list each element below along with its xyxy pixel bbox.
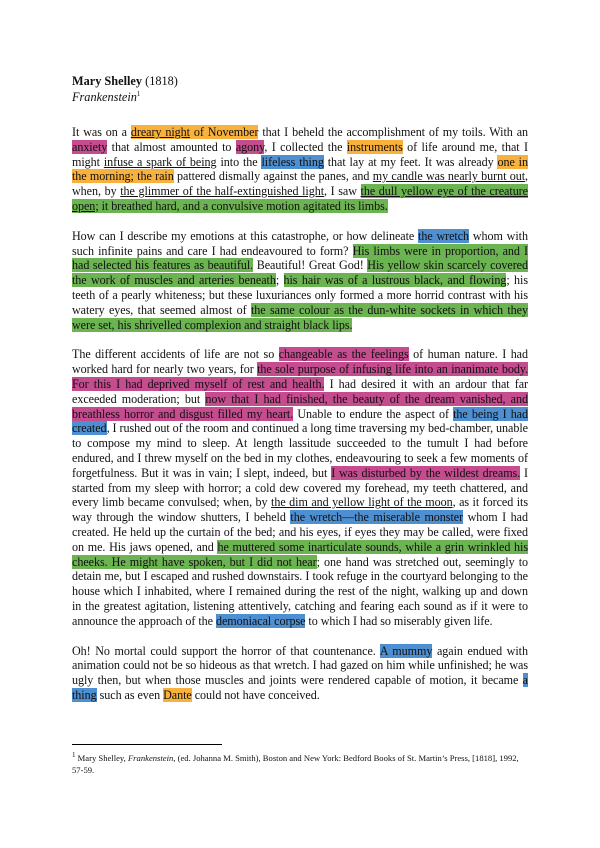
- work-title: Frankenstein: [72, 90, 137, 104]
- highlighted-phrase: I was disturbed by the wildest dreams.: [331, 465, 521, 480]
- document-header: [72, 73, 532, 105]
- text-run: The different accidents of life are not so: [72, 347, 279, 362]
- highlighted-phrase: of November: [190, 125, 259, 139]
- text-run: I had desired it with an ardour that far exceeded moderation; but: [72, 376, 528, 406]
- text-run: into the: [216, 154, 262, 169]
- highlighted-phrase: he muttered some inarticulate sounds, while a grin wrinkled his cheeks. He might have spoken, but I did not hear: [72, 539, 529, 569]
- paragraph: [72, 347, 528, 628]
- text-run: , as it forced its way through the window shutters, I beheld: [72, 495, 529, 525]
- footnote: [72, 752, 528, 776]
- highlighted-phrase: the sole purpose of infusing life into an inanimate body. For this I had deprived myself of rest and health.: [72, 362, 529, 391]
- highlighted-phrase: agony: [235, 139, 265, 154]
- highlighted-phrase: the wretch—the miserable monster: [290, 510, 464, 525]
- text-run: How can I describe my emotions at this catastrophe, or how delineate: [72, 228, 419, 243]
- highlighted-phrase: A mummy: [379, 643, 433, 658]
- underlined-phrase: the dim and yellow light of the moon: [271, 495, 453, 510]
- highlighted-phrase: the same colour as the dun-white sockets in which they were set, his shrivelled complexion and straight black lips.: [72, 302, 528, 332]
- underlined-phrase: infuse a spark of being: [103, 154, 217, 169]
- publication-year: (1818): [145, 74, 178, 88]
- text-run: again endued with animation could not be so hideous as that wretch. I had gazed on him while unfinished; he was ugly then, but when those muscles and joints were rendered capable of motion, it became: [72, 643, 528, 688]
- footnote-reference: 1: [136, 89, 141, 98]
- underlined-phrase: the glimmer of the half-extinguished light: [120, 184, 324, 199]
- text-run: , when, by: [72, 169, 528, 199]
- work-title-line: [72, 89, 532, 105]
- footnote-author: Mary Shelley,: [77, 753, 128, 763]
- text-run: of life around me, that I might: [72, 139, 528, 169]
- text-run: , I saw: [324, 184, 361, 199]
- text-run: pattered dismally against the panes, and: [173, 169, 373, 184]
- highlighted-phrase: his hair was of a lustrous black, and flowing: [283, 273, 507, 288]
- highlighted-phrase: His yellow skin scarcely covered the work of muscles and arteries beneath: [72, 258, 528, 288]
- highlighted-phrase: now that I had finished, the beauty of the dream vanished, and breathless horror and disgust filled my heart.: [72, 391, 528, 421]
- text-run: , I rushed out of the room and continued a long time traversing my bed-chamber, unable to compose my mind to sleep. At length lassitude succeeded to the tumult I had before endured, and I threw myself on the bed in my clothes, endeavouring to seek a few moments of forgetfulness. But it was in vain; I slept, indeed, but: [72, 421, 528, 480]
- highlighted-phrase: ; it breathed hard, and a convulsive motion agitated its limbs.: [95, 198, 388, 213]
- text-run: that lay at my feet. It was already: [323, 154, 498, 169]
- text-run: of human nature. I had worked hard for nearly two years, for: [72, 347, 529, 377]
- text-run: such as even: [96, 687, 164, 702]
- text-run: ;: [275, 273, 284, 288]
- highlighted-phrase: Dante: [163, 687, 192, 702]
- footnote-citation: , (ed. Johanna M. Smith), Boston and New York: Bedford Books of St. Martin’s Press, [1818], 1992, 57-59.: [72, 753, 519, 775]
- highlighted-phrase: the wretch: [418, 228, 470, 243]
- footnote-number: 1: [72, 751, 76, 760]
- highlighted-phrase: dreary night: [130, 125, 190, 139]
- text-run: whom with such infinite pains and care I had endeavoured to form?: [72, 228, 528, 258]
- highlighted-phrase: lifeless thing: [261, 154, 324, 169]
- author-name: Mary Shelley: [72, 74, 143, 88]
- highlighted-phrase: one in the morning; the rain: [72, 154, 528, 184]
- text-run: to which I had so miserably given life.: [305, 613, 493, 628]
- text-run: Oh! No mortal could support the horror of that countenance.: [72, 643, 380, 658]
- highlighted-phrase: the dull yellow eye of the creature open: [72, 184, 528, 213]
- text-run: whom I had created. He held up the curtain of the bed; and his eyes, if eyes they may be called, were fixed on me. His jaws opened, and: [72, 510, 528, 554]
- text-run: ; one hand was stretched out, seemingly to detain me, but I escaped and rushed downstairs. I took refuge in the courtyard belonging to the house which I inhabited, where I remained during the rest of the night, walking up and down in the greatest agitation, listening attentively, catching and fearing each sound as if it were to announce the approach of the: [72, 554, 529, 628]
- text-run: I started from my sleep with horror; a cold dew covered my forehead, my teeth chattered, and every limb became convulsed; when, by: [72, 465, 528, 510]
- text-run: that I beheld the accomplishment of my toils. With an: [258, 125, 529, 139]
- highlighted-phrase: His limbs were in proportion, and I had selected his features as beautiful.: [72, 243, 528, 273]
- text-run: that almost amounted to: [107, 139, 236, 154]
- footnote-title: Frankenstein: [127, 753, 174, 763]
- excerpt-body: [72, 125, 528, 718]
- paragraph: [72, 125, 528, 214]
- underlined-phrase: my candle was nearly burnt out: [372, 169, 526, 184]
- text-run: Unable to endure the aspect of: [293, 406, 454, 421]
- paragraph: [72, 644, 528, 703]
- highlighted-phrase: changeable as the feelings: [278, 347, 409, 362]
- highlighted-phrase: anxiety: [72, 139, 108, 154]
- highlighted-phrase: demoniacal corpse: [215, 613, 306, 628]
- highlighted-phrase: instruments: [346, 139, 403, 154]
- highlighted-phrase: a thing: [72, 673, 528, 702]
- highlighted-phrase: the being I had created: [72, 406, 529, 436]
- text-run: , I collected the: [264, 139, 347, 154]
- text-run: Beautiful! Great God!: [253, 258, 368, 273]
- text-run: ; his teeth of a pearly whiteness; but these luxuriances only formed a more horrid contrast with his watery eyes, that seemed almost of: [72, 273, 528, 317]
- author-line: [72, 73, 532, 89]
- text-run: It was on a: [72, 125, 131, 139]
- footnote-divider: [72, 744, 222, 745]
- paragraph: [72, 229, 528, 333]
- text-run: could not have conceived.: [191, 687, 320, 702]
